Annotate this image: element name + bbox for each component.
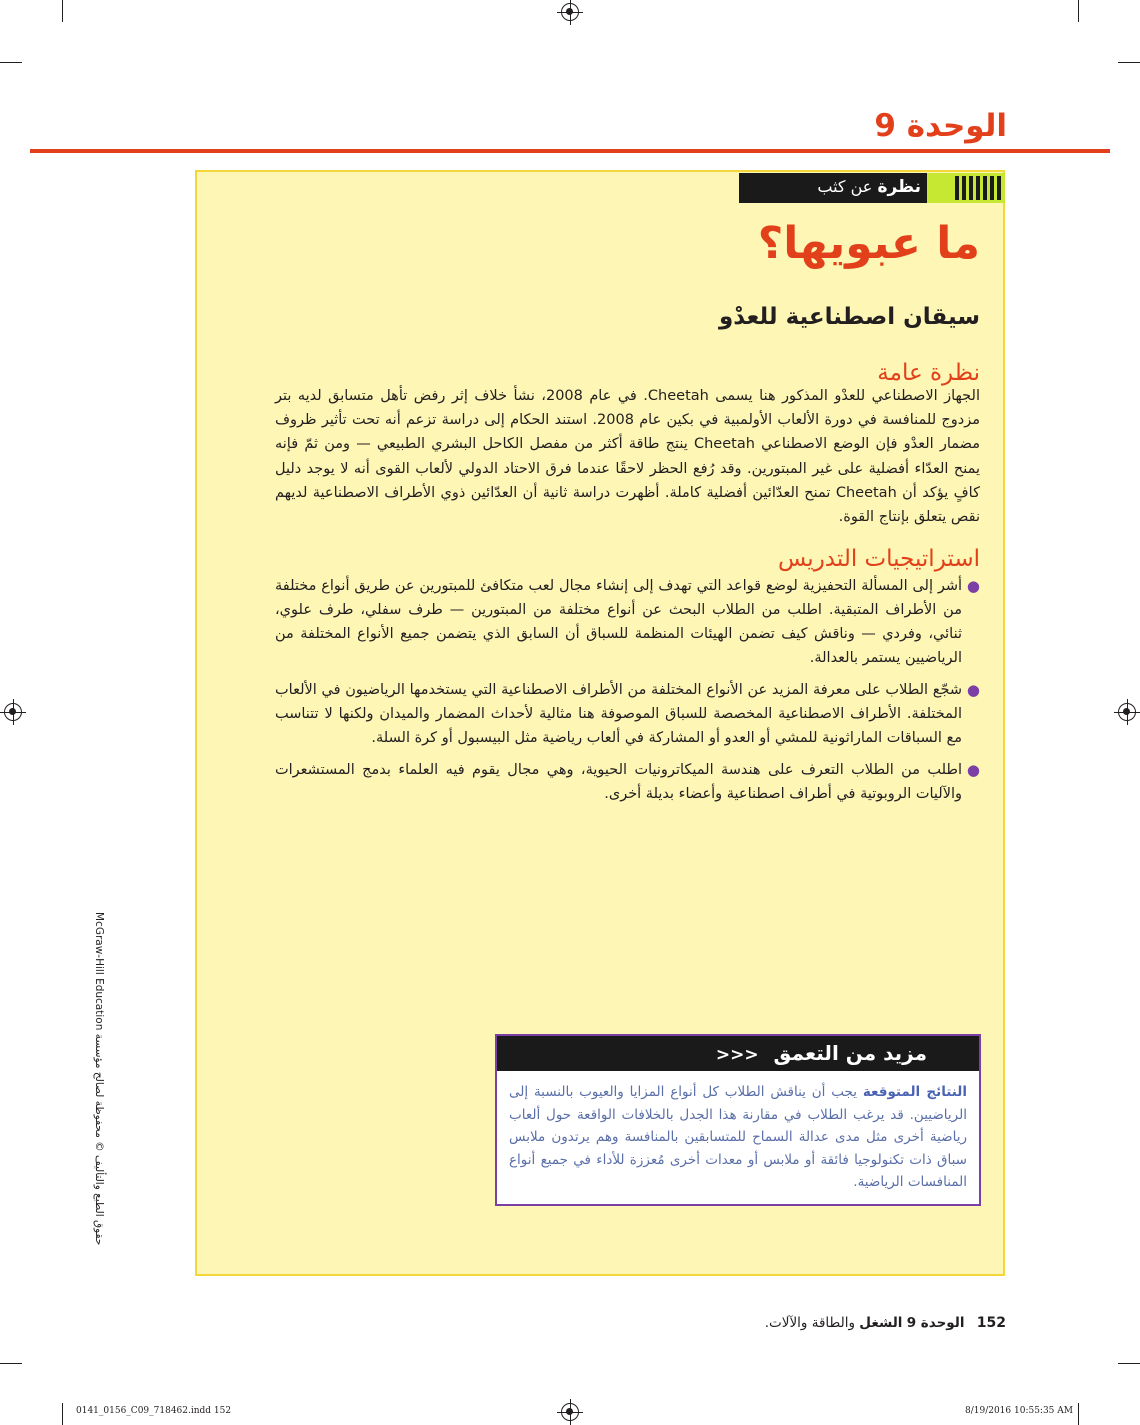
go-further-title: مزيد من التعمق — [773, 1041, 927, 1065]
list-item-text: شجّع الطلاب على معرفة المزيد عن الأنواع المختلفة من الأطراف الاصطناعية التي يستخدمها الرياضيون في الألعاب المختلفة. الأطراف الاصطناعية المخصصة للسباق الموصوفة هنا مثالية لأحداث المضمار والميدان ولكنها لا تتناسب مع السباقات الماراثونية للمشي أو العدو أو المشاركة في ألعاب رياضية مثل البيسبول أو كرة السلة. — [275, 682, 962, 746]
crop-mark — [0, 62, 22, 63]
overview-heading: نظرة عامة — [877, 360, 980, 386]
crop-mark — [62, 0, 63, 22]
page-title: ما عبويها؟ — [757, 218, 980, 269]
banner-bars-icon — [955, 176, 1001, 200]
registration-mark-icon — [1118, 703, 1136, 721]
copyright-credit: حقوق الطبع والتأليف © محفوظة لصالح مؤسسة McGraw-Hill Education — [93, 912, 105, 1246]
unit-title: الوحدة 9 — [874, 108, 1007, 144]
crop-mark — [1118, 62, 1140, 63]
bullet-icon: ● — [966, 761, 980, 779]
page-number: 152 — [976, 1315, 1006, 1331]
page-footer — [765, 1315, 1006, 1331]
footer-rest: والطاقة والآلات. — [764, 1315, 855, 1331]
banner-accent — [927, 173, 1005, 203]
go-further-lead: النتائج المتوقعة — [862, 1084, 967, 1100]
go-further-text: يجب أن يناقش الطلاب كل أنواع المزايا والعيوب بالنسبة إلى الرياضيين. قد يرغب الطلاب في مقارنة هذا الجدل بالخلافات الواقعة حول ألعاب رياضية أخرى مثل مدى عدالة السماح للمتسابقين بالمنافسة وهم يرتدون ملابس سباق ذات تكنولوجيا فائقة أو ملابس أو معدات أخرى مُعززة للأداء في جميع أنواع المنافسات الرياضية. — [509, 1084, 967, 1190]
registration-mark-icon — [561, 1403, 579, 1421]
bullet-icon: ● — [966, 577, 980, 595]
slug-file: 0141_0156_C09_718462.indd 152 — [76, 1406, 232, 1416]
bullet-icon: ● — [966, 681, 980, 699]
page-subtitle: سيقان اصطناعية للعدْو — [718, 304, 980, 330]
strategies-heading: استراتيجيات التدريس — [777, 546, 980, 572]
list-item-text: أشر إلى المسألة التحفيزية لوضع قواعد التي تهدف إلى إنشاء مجال لعب متكافئ للمبتورين عن طريق أنواع مختلفة من الأطراف المتبقية. اطلب من الطلاب البحث عن أنواع مختلفة من المبتورين — طرف سفلي، طرف علوي، ثنائي، وفردي — وناقش كيف تضمن الهيئات المنظمة للسباق أن السابق الذي يتضمن جميع الأنواع المختلفة من الرياضيين يستمر بالعدالة. — [275, 578, 962, 666]
registration-mark-icon — [561, 3, 579, 21]
crop-mark — [1118, 1363, 1140, 1364]
banner-label-rest: عن كثب — [817, 177, 873, 196]
crop-mark — [1078, 0, 1079, 22]
registration-mark-icon — [4, 703, 22, 721]
list-item — [275, 758, 980, 806]
strategies-list — [275, 574, 980, 814]
list-item — [275, 678, 980, 750]
feature-banner — [739, 173, 1005, 203]
go-further-header — [497, 1036, 979, 1071]
footer-unit: الوحدة 9 — [906, 1315, 965, 1331]
slug-timestamp: 8/19/2016 10:55:35 AM — [964, 1406, 1073, 1416]
unit-title-rule — [30, 149, 1110, 153]
crop-mark — [0, 1363, 22, 1364]
footer-unit-topic: الشغل — [859, 1315, 903, 1331]
overview-paragraph: الجهاز الاصطناعي للعدْو المذكور هنا يسمى Cheetah. في عام 2008، نشأ خلاف إثر رفض تأهل متسابق لديه بتر مزدوج للمنافسة في دورة الألعاب الأولمبية في بكين عام 2008. استند الحكام إلى دراسة تزعم أنه تحت تأثير ظروف مضمار العدْو فإن الوضع الاصطناعي Cheetah ينتج طاقة أكثر من مفصل الكاحل البشري الطبيعي — ومن ثمّ فإنه يمنح العدّاء أفضلية على غير المبتورين. وقد رُفع الحظر لاحقًا عندما فرق الاحتاد الدولي لألعاب القوى أنه لا يوجد دليل كافٍ يؤكد أن Cheetah تمنح العدّائين أفضلية كاملة. أظهرت دراسة ثانية أن العدّائين ذوي الأطراف الاصطناعية لديهم نقص يتعلق بإنتاج القوة. — [275, 388, 981, 526]
go-further-arrows-icon: <<< — [715, 1045, 759, 1065]
crop-mark — [1078, 1403, 1079, 1425]
go-further-body — [509, 1081, 967, 1194]
list-item-text: اطلب من الطلاب التعرف على هندسة الميكاترونيات الحيوية، وهي مجال يقوم فيه العلماء بدمج المستشعرات والآليات الروبوتية في أطراف اصطناعية وأعضاء بديلة أخرى. — [275, 762, 962, 802]
banner-label-bold: نظرة — [877, 177, 921, 197]
banner-label — [817, 177, 921, 197]
go-further-box — [495, 1034, 981, 1206]
list-item — [275, 574, 980, 670]
crop-mark — [62, 1403, 63, 1425]
